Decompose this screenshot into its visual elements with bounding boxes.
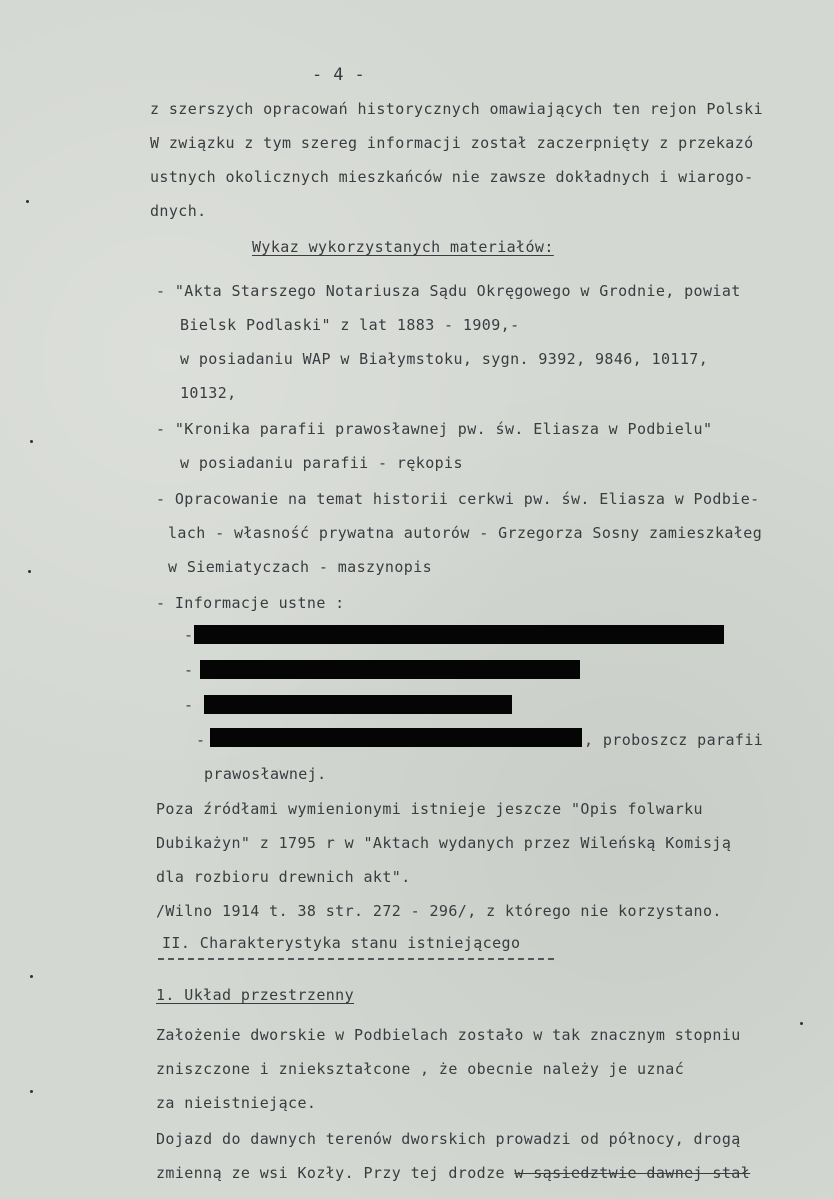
redaction-bar bbox=[210, 728, 582, 747]
text-line: - Informacje ustne : bbox=[156, 594, 345, 612]
page-number: - 4 - bbox=[312, 65, 366, 85]
text-line: W związku z tym szereg informacji został zaczerpnięty z przekazó bbox=[150, 134, 754, 152]
text-line: Dojazd do dawnych terenów dworskich prowadzi od północy, drogą bbox=[156, 1130, 741, 1148]
text-line: Poza źródłami wymienionymi istnieje jeszcze "Opis folwarku bbox=[156, 800, 703, 818]
text-line: dnych. bbox=[150, 202, 207, 220]
scan-speck bbox=[28, 570, 31, 573]
text-line: w posiadaniu WAP w Białymstoku, sygn. 9392, 9846, 10117, bbox=[180, 350, 709, 368]
heading-rule bbox=[158, 958, 554, 960]
text-line: prawosławnej. bbox=[204, 765, 327, 783]
text-line: - Opracowanie na temat historii cerkwi pw. św. Eliasza w Podbie- bbox=[156, 490, 760, 508]
redaction-bar bbox=[200, 660, 580, 679]
text-line: /Wilno 1914 t. 38 str. 272 - 296/, z którego nie korzystano. bbox=[156, 902, 722, 920]
materials-heading: Wykaz wykorzystanych materiałów: bbox=[252, 238, 554, 256]
text-line: dla rozbioru drewnich akt". bbox=[156, 868, 411, 886]
text-line: ustnych okolicznych mieszkańców nie zawsze dokładnych i wiarogo- bbox=[150, 168, 754, 186]
text-line: - "Akta Starszego Notariusza Sądu Okręgowego w Grodnie, powiat bbox=[156, 282, 741, 300]
text-line: Dubikażyn" z 1795 r w "Aktach wydanych przez Wileńską Komisją bbox=[156, 834, 732, 852]
text-line: w Siemiatyczach - maszynopis bbox=[168, 558, 433, 576]
text-line: Bielsk Podlaski" z lat 1883 - 1909,- bbox=[180, 316, 520, 334]
subsection-heading: 1. Układ przestrzenny bbox=[156, 986, 355, 1004]
scan-speck bbox=[30, 975, 33, 978]
scan-speck bbox=[30, 1090, 33, 1093]
text-line: 10132, bbox=[180, 384, 237, 402]
list-dash: - bbox=[184, 696, 194, 714]
scan-speck bbox=[30, 440, 33, 443]
text-line: , proboszcz parafii bbox=[584, 731, 764, 749]
text-line: lach - własność prywatna autorów - Grzegorza Sosny zamieszkałeg bbox=[168, 524, 763, 542]
scan-speck bbox=[800, 1022, 803, 1025]
text-fragment: zmienną ze wsi Kozły. Przy tej drodze bbox=[156, 1164, 515, 1182]
text-line: - "Kronika parafii prawosławnej pw. św. Eliasza w Podbielu" bbox=[156, 420, 713, 438]
text-line: z szerszych opracowań historycznych omawiających ten rejon Polski bbox=[150, 100, 763, 118]
struck-text: w sąsiedztwie dawnej stał bbox=[514, 1164, 751, 1182]
text-line: w posiadaniu parafii - rękopis bbox=[180, 454, 463, 472]
scan-speck bbox=[26, 200, 29, 203]
list-dash: - bbox=[196, 731, 206, 749]
section-heading: II. Charakterystyka stanu istniejącego bbox=[162, 934, 521, 952]
text-line bbox=[156, 1164, 750, 1182]
redaction-bar bbox=[194, 625, 724, 644]
list-dash: - bbox=[184, 661, 194, 679]
text-line: za nieistniejące. bbox=[156, 1094, 317, 1112]
text-line: zniszczone i zniekształcone , że obecnie należy je uznać bbox=[156, 1060, 685, 1078]
list-dash: - bbox=[184, 626, 194, 644]
redaction-bar bbox=[204, 695, 512, 714]
text-line: Założenie dworskie w Podbielach zostało w tak znacznym stopniu bbox=[156, 1026, 741, 1044]
